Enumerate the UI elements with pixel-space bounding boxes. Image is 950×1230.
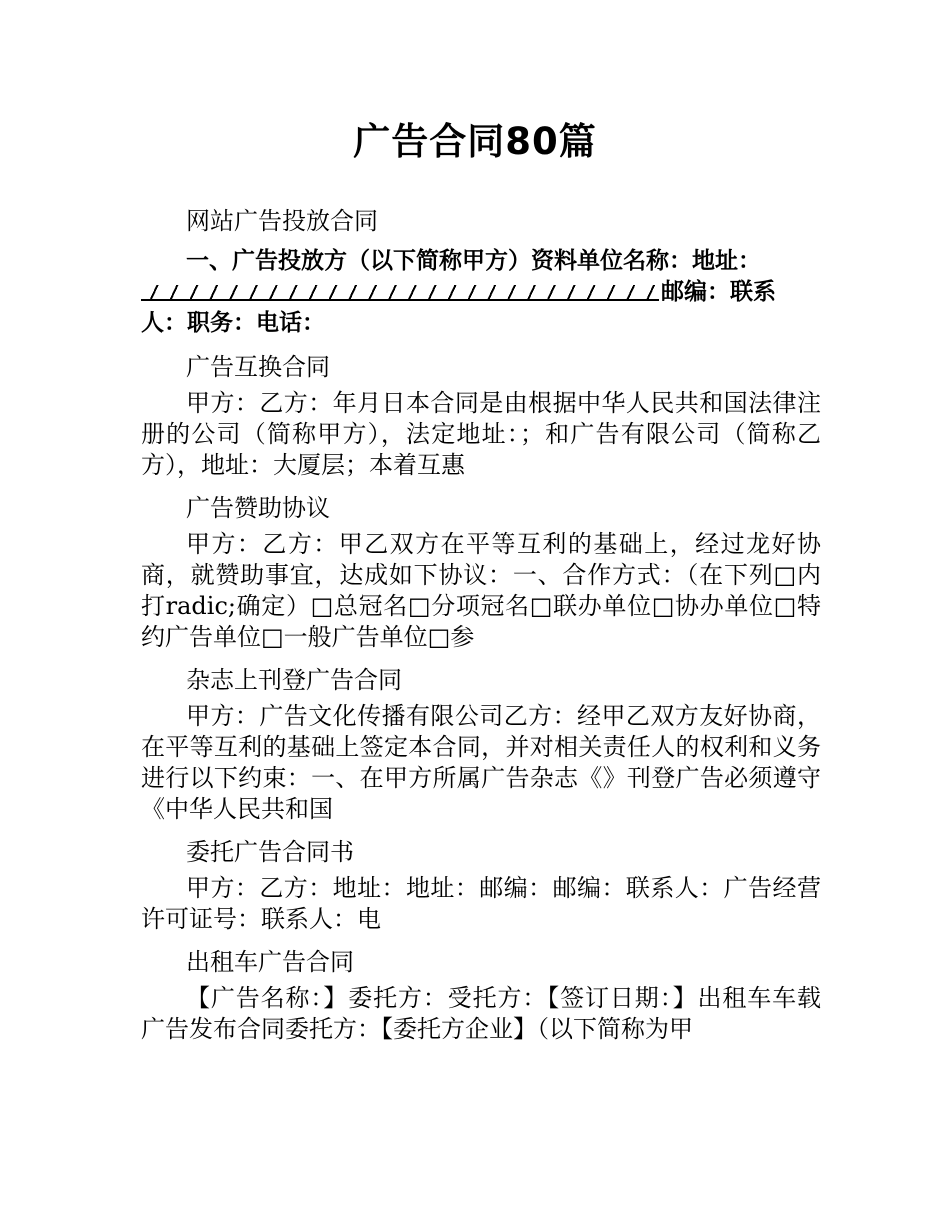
section-heading: 广告赞助协议 [186,494,330,522]
section-paragraph: 甲方：乙方：年月日本合同是由根据中华人民共和国法律注册的公司（简称甲方），法定地址：；和广告有限公司（简称乙方），地址：大厦层；本着互惠 [141,389,821,479]
section-heading: 杂志上刊登广告合同 [186,666,402,694]
fill-in-blank-line [141,285,659,301]
section-heading: 网站广告投放合同 [186,207,378,235]
document-body [141,203,821,1054]
bold-paragraph-part1: 一、广告投放方（以下简称甲方）资料单位名称：地址： [186,248,761,274]
page-title: 广告合同80篇 [353,120,597,163]
section-paragraph: 甲方：乙方：地址：地址：邮编：邮编：联系人：广告经营许可证号：联系人：电 [141,874,821,933]
section-heading: 广告互换合同 [186,353,330,381]
section-paragraph: 甲方：乙方：甲乙双方在平等互利的基础上，经过龙好协商，就赞助事宜，达成如下协议：一、合作方式：（在下列□内打radic;确定）□总冠名□分项冠名□联办单位□协办单位□特约广告单位□一般广告单位□参 [141,530,821,651]
bold-paragraph [141,246,821,339]
section-heading: 出租车广告合同 [186,948,354,976]
bold-paragraph-part2: 邮编：联系人：职务：电话： [141,279,776,336]
section-paragraph: 甲方：广告文化传播有限公司乙方：经甲乙双方友好协商，在平等互利的基础上签定本合同，并对相关责任人的权利和义务进行以下约束：一、在甲方所属广告杂志《》刊登广告必须遵守《中华人民共和国 [141,702,821,823]
section-heading: 委托广告合同书 [186,838,354,866]
section-paragraph: 【广告名称：】委托方：受托方：【签订日期：】出租车车载广告发布合同委托方：【委托方企业】（以下简称为甲 [141,984,821,1043]
